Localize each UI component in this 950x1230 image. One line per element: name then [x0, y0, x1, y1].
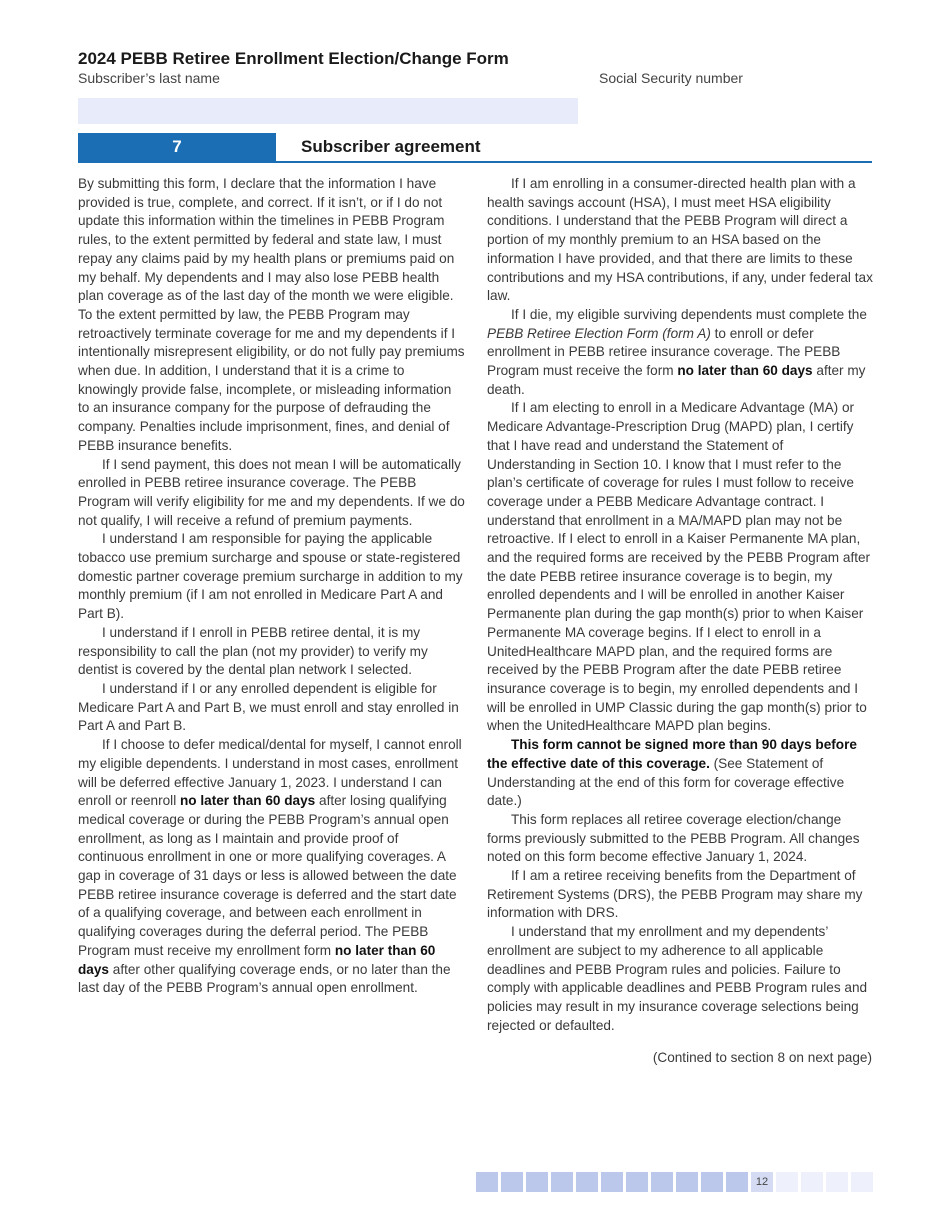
- paragraph-text: after other qualifying coverage ends, or no later than the last day of the PEBB Program’s annual open enrollment.: [78, 961, 451, 996]
- section-number: 7: [78, 133, 276, 161]
- section-title: Subscriber agreement: [301, 137, 481, 156]
- page-progress-segment: [801, 1172, 823, 1192]
- agreement-paragraph: [487, 811, 875, 867]
- page-progress-segment: [826, 1172, 848, 1192]
- form-reference-text: PEBB Retiree Election Form (form A): [487, 325, 711, 341]
- agreement-paragraph: [487, 867, 875, 923]
- agreement-paragraph: [487, 736, 875, 811]
- page-progress-segment: [726, 1172, 748, 1192]
- page-progress-segment: [701, 1172, 723, 1192]
- paragraph-text: If I choose to defer medical/dental for myself, I cannot enroll my eligible dependents. I understand in most cases, enrollment will be deferred effective January 1, 2023. I understand I can enroll or reenroll: [78, 737, 462, 809]
- ssn-label: Social Security number: [599, 70, 743, 86]
- paragraph-text: I understand if I enroll in PEBB retiree dental, it is my responsibility to call the plan (not my provider) to verify my dentist is covered by the dental plan network I selected.: [78, 624, 428, 678]
- page-progress-segment: [776, 1172, 798, 1192]
- agreement-paragraph: [78, 624, 466, 680]
- continued-note: (Contined to section 8 on next page): [652, 1050, 872, 1065]
- section-header: [78, 133, 872, 163]
- paragraph-text: I understand if I or any enrolled dependent is eligible for Medicare Part A and Part B, we must enroll and stay enrolled in Part A and Part B.: [78, 680, 459, 734]
- agreement-paragraph: [78, 530, 466, 624]
- agreement-paragraph: [487, 399, 875, 736]
- agreement-paragraph: [78, 680, 466, 736]
- paragraph-text: If I die, my eligible surviving dependents must complete the: [511, 306, 867, 322]
- last-name-label: Subscriber’s last name: [78, 70, 220, 86]
- last-name-field[interactable]: [78, 98, 578, 124]
- page-progress-segment: [526, 1172, 548, 1192]
- page-number: 12: [751, 1172, 773, 1192]
- paragraph-text: after losing qualifying medical coverage or during the PEBB Program’s annual open enrollment, as long as I maintain and provide proof of continuous enrollment in one or more qualifying coverages. A gap in coverage of 31 days or less is allowed between the date PEBB retiree insurance coverage is deferred and the start date of a qualifying coverage, and between each enrollment in qualifying coverages during the deferral period. The PEBB Program must receive my enrollment form: [78, 793, 457, 958]
- page-progress-segment: [651, 1172, 673, 1192]
- paragraph-text: If I am enrolling in a consumer-directed health plan with a health savings account (HSA), I must meet HSA eligibility conditions. I understand that the PEBB Program will direct a portion of my monthly premium to an HSA based on the information I have provided, and that there are limits to these contributions and my HSA contributions, if any, under federal tax law.: [487, 176, 873, 304]
- page-progress-segment: [476, 1172, 498, 1192]
- paragraph-text: (See Statement of Understanding at the end of this form for coverage effective date.): [487, 755, 845, 809]
- agreement-paragraph: [78, 175, 466, 456]
- agreement-paragraph: [487, 306, 875, 400]
- page-progress-segment: [601, 1172, 623, 1192]
- emphasis-text: no later than 60 days: [180, 793, 316, 809]
- page-indicator: [476, 1172, 873, 1192]
- paragraph-text: to enroll or defer enrollment in PEBB retiree insurance coverage. The PEBB Program must receive the form: [487, 325, 841, 379]
- page-progress-segment: [676, 1172, 698, 1192]
- agreement-paragraph: [78, 736, 466, 998]
- paragraph-text: By submitting this form, I declare that the information I have provided is true, complete, and correct. If it isn’t, or if I do not update this information within the timelines in PEBB Program rules, to the extent permitted by federal and state law, I must repay any claims paid by my health plans or premiums paid on my behalf. My dependents and I may also lose PEBB health plan coverage as of the last day of the month we were eligible. To the extent permitted by law, the PEBB Program may retroactively terminate coverage for me and my dependents if I intentionally misrepresent eligibility, or do not fully pay premiums when due. In addition, I understand that it is a crime to knowingly provide false, incomplete, or misleading information to an insurance company for the purpose of defrauding the company. Penalties include imprisonment, fines, and denial of PEBB insurance benefits.: [78, 176, 465, 453]
- agreement-right-column: [487, 175, 875, 1035]
- page-progress-segment: [576, 1172, 598, 1192]
- emphasis-text: This form cannot be signed more than 90 days before the effective date of this coverage.: [487, 737, 857, 771]
- paragraph-text: If I am electing to enroll in a Medicare Advantage (MA) or Medicare Advantage-Prescription Drug (MAPD) plan, I certify that I have read and understand the Statement of Understanding in Section 10. I know that I must refer to the plan’s certificate of coverage for rules I must follow to receive coverage under a PEBB Medicare Advantage contract. I understand that enrollment in a MA/MAPD plan may not be retroactive. If I elect to enroll in a Kaiser Permanente MA plan, and the required forms are received by the PEBB Program after the date PEBB retiree insurance coverage is to begin, my enrolled dependents and I will be enrolled in another Kaiser Permanente plan during the gap month(s) prior to when Kaiser Permanente MA coverage begins. If I elect to enroll in a UnitedHealthcare MAPD plan, and the required forms are received by the PEBB Program after the date PEBB retiree insurance coverage is to begin, my enrolled dependents and I will be enrolled in UMP Classic during the gap month(s) prior to when the UnitedHealthcare MAPD plan begins.: [487, 400, 871, 734]
- paragraph-text: If I send payment, this does not mean I will be automatically enrolled in PEBB retiree insurance coverage. The PEBB Program will verify eligibility for me and my dependents. If we do not qualify, I will receive a refund of premium payments.: [78, 456, 465, 528]
- paragraph-text: I understand that my enrollment and my dependents’ enrollment are subject to my adherence to all applicable deadlines and PEBB Program rules and policies. Failure to comply with applicable deadlines and PEBB Program rules and policies may result in my insurance coverage selections being rejected or defaulted.: [487, 924, 868, 1033]
- agreement-paragraph: [487, 923, 875, 1035]
- form-title: 2024 PEBB Retiree Enrollment Election/Change Form: [78, 49, 509, 68]
- emphasis-text: no later than 60 days: [78, 942, 436, 977]
- agreement-left-column: [78, 175, 466, 998]
- paragraph-text: If I am a retiree receiving benefits from the Department of Retirement Systems (DRS), the PEBB Program may share my information with DRS.: [487, 868, 863, 921]
- emphasis-text: no later than 60 days: [677, 363, 813, 379]
- agreement-paragraph: [78, 456, 466, 531]
- paragraph-text: after my death.: [487, 363, 866, 397]
- page-progress-segment: [501, 1172, 523, 1192]
- page-progress-segment: [851, 1172, 873, 1192]
- paragraph-text: This form replaces all retiree coverage election/change forms previously submitted to the PEBB Program. All changes noted on this form become effective January 1, 2024.: [487, 811, 860, 865]
- page-progress-segment: [626, 1172, 648, 1192]
- paragraph-text: I understand I am responsible for paying the applicable tobacco use premium surcharge and spouse or state-registered domestic partner coverage premium surcharge in addition to my monthly premium (if I am not enrolled in Medicare Part A and Part B).: [78, 531, 463, 622]
- agreement-paragraph: [487, 175, 875, 306]
- page-progress-segment: [551, 1172, 573, 1192]
